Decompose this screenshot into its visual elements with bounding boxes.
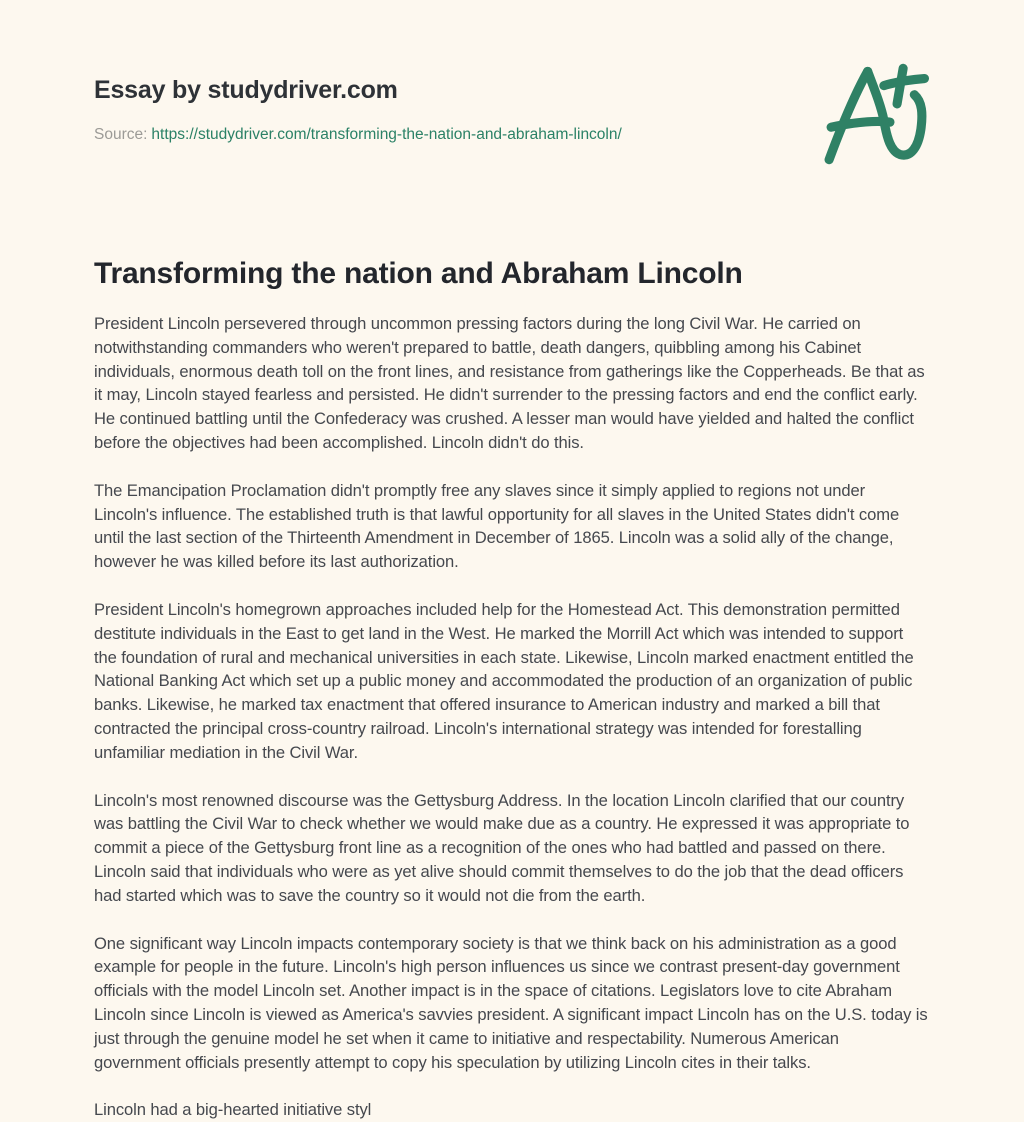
logo-plus-horizontal — [884, 79, 925, 86]
page-header — [94, 0, 930, 144]
essay-paragraph-2: The Emancipation Proclamation didn't promptly free any slaves since it simply applied to regions not under Lincoln's influence. The established truth is that lawful opportunity for all slaves in the United States didn't come until the last section of the Thirteenth Amendment in December of 1865. Lincoln was a solid ally of the change, however he was killed before its last authorization. — [94, 480, 900, 572]
a-plus-logo-icon — [822, 57, 964, 169]
source-label: Source: — [94, 126, 148, 143]
source-line — [94, 126, 930, 144]
essay-paragraph-3: President Lincoln's homegrown approaches included help for the Homestead Act. This demonstration permitted destitute individuals in the East to get land in the West. He marked the Morrill Act which was intended to support the foundation of rural and mechanical universities in each state. Likewise, Lincoln marked enactment entitled the National Banking Act which set up a public money and accommodated the production of an organization of public banks. Likewise, he marked tax enactment that offered insurance to American industry and marked a bill that contracted the principal cross-country railroad. Lincoln's international strategy was intended for forestalling unfamiliar mediation in the Civil War. — [94, 599, 914, 762]
essay-paragraph-5: One significant way Lincoln impacts contemporary society is that we think back on his administration as a good example for people in the future. Lincoln's high person influences us since we contrast present-day government officials with the model Lincoln set. Another impact is in the space of citations. Legislators love to cite Abraham Lincoln since Lincoln is viewed as America's savvies president. A significant impact Lincoln has on the U.S. today is just through the genuine model he set when it came to initiative and respectability. Numerous American government officials presently attempt to copy his speculation by utilizing Lincoln cites in their talks. — [94, 933, 928, 1072]
logo-a-left-leg — [829, 71, 868, 159]
essay-paragraph-4: Lincoln's most renowned discourse was the Gettysburg Address. In the location Lincoln clarified that our country was battling the Civil War to check whether we would make due as a country. He expressed it was appropriate to commit a piece of the Gettysburg front line as a recognition of the ones who had battled and passed on there. Lincoln said that individuals who were as yet alive should commit themselves to do the job that the dead officers had started which was to save the country so it would not die from the earth. — [94, 790, 910, 905]
essay-paragraph-6: Lincoln had a big-hearted initiative styl — [94, 1100, 372, 1120]
essay-paragraph-1: President Lincoln persevered through uncommon pressing factors during the long Civil War. He carried on notwithstanding commanders who weren't prepared to battle, death dangers, quibbling among his Cabinet individuals, enormous death toll on the front lines, and resistance from gatherings like the Copperheads. Be that as it may, Lincoln stayed fearless and persisted. He didn't surrender to the pressing factors and end the conflict early. He continued battling until the Confederacy was crushed. A lesser man would have yielded and halted the conflict before the objectives had been accomplished. Lincoln didn't do this. — [94, 314, 925, 452]
essay-title: Transforming the nation and Abraham Lincoln — [94, 257, 743, 290]
source-url-link[interactable]: https://studydriver.com/transforming-the-nation-and-abraham-lincoln/ — [151, 126, 622, 143]
essay-body — [94, 257, 930, 1122]
site-heading: Essay by studydriver.com — [94, 76, 398, 104]
